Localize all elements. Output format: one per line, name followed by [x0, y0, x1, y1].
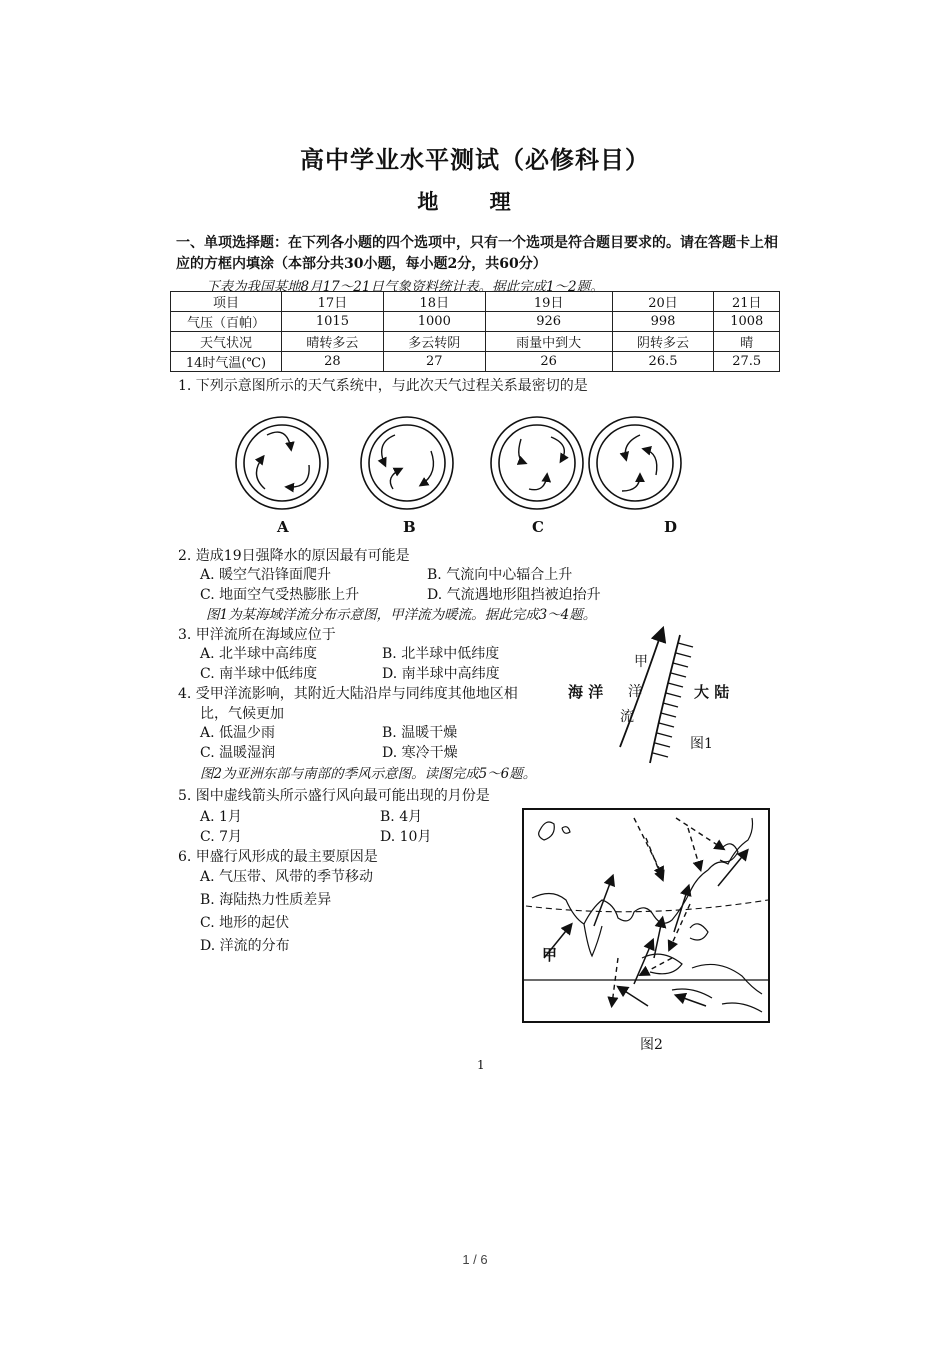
- q4-option-d: D. 寒冷干燥: [382, 745, 458, 761]
- table-cell: 多云转阴: [383, 332, 485, 352]
- table-cell: 1008: [714, 312, 780, 332]
- fig1-ocean-label: 海 洋: [568, 683, 604, 701]
- q5-option-a: A. 1月: [200, 809, 242, 825]
- table-cell: 20日: [612, 292, 714, 312]
- question-4-stem: 4. 受甲洋流影响，其附近大陆沿岸与同纬度其他地区相: [178, 686, 518, 702]
- fig1-intro: 图1为某海域洋流分布示意图，甲洋流为暖流。据此完成3～4题。: [206, 607, 597, 623]
- table-cell: 18日: [383, 292, 485, 312]
- question-1-stem: 1. 下列示意图所示的天气系统中，与此次天气过程关系最密切的是: [178, 378, 588, 394]
- subject-heading: 地 理: [417, 189, 533, 214]
- q2-option-d: D. 气流遇地形阻挡被迫抬升: [427, 587, 601, 603]
- table-cell: 21日: [714, 292, 780, 312]
- table-cell: 998: [612, 312, 714, 332]
- q4-option-c: C. 温暖湿润: [200, 745, 276, 761]
- q6-option-c: C. 地形的起伏: [200, 915, 290, 931]
- q3-option-b: B. 北半球中低纬度: [382, 646, 500, 662]
- inner-page-number: 1: [477, 1058, 485, 1072]
- table-intro: 下表为我国某地8月17～21日气象资料统计表。据此完成1～2题。: [206, 279, 604, 295]
- table-cell: 27.5: [714, 352, 780, 372]
- fig2-intro: 图2为亚洲东部与南部的季风示意图。读图完成5～6题。: [200, 766, 537, 782]
- fig2-monsoon-map: [522, 808, 770, 1023]
- table-cell: 926: [485, 312, 612, 332]
- fig1-caption: 图1: [690, 736, 713, 752]
- diagram-label-d: D: [664, 518, 678, 536]
- table-cell: 雨量中到大: [485, 332, 612, 352]
- table-cell: 阴转多云: [612, 332, 714, 352]
- page-number: 1 / 6: [462, 1252, 488, 1267]
- weather-system-b: [361, 417, 453, 509]
- table-cell: 晴转多云: [282, 332, 384, 352]
- fig1-current-char-1: 甲: [634, 654, 648, 670]
- diagram-label-a: A: [277, 518, 289, 536]
- table-cell: 项目: [171, 292, 282, 312]
- table-row: [171, 312, 780, 332]
- q5-option-b: B. 4月: [380, 809, 423, 825]
- fig2-caption: 图2: [640, 1037, 663, 1053]
- exam-title: 高中学业水平测试（必修科目）: [300, 145, 650, 174]
- weather-system-c: [491, 417, 583, 509]
- table-cell: 27: [383, 352, 485, 372]
- table-cell: 17日: [282, 292, 384, 312]
- section-heading: 一、单项选择题：在下列各小题的四个选项中，只有一个选项是符合题目要求的。请在答题卡上相应的方框内填涂（本部分共30小题，每小题2分，共60分）: [176, 235, 778, 272]
- fig1-current-char-3: 流: [620, 709, 634, 725]
- question-5-stem: 5. 图中虚线箭头所示盛行风向最可能出现的月份是: [178, 788, 490, 804]
- table-cell: 晴: [714, 332, 780, 352]
- question-6-stem: 6. 甲盛行风形成的最主要原因是: [178, 849, 378, 865]
- q3-option-a: A. 北半球中高纬度: [200, 646, 318, 662]
- fig1-land-label: 大 陆: [694, 683, 730, 701]
- table-cell: 26: [485, 352, 612, 372]
- table-cell: 气压（百帕）: [171, 312, 282, 332]
- q5-option-d: D. 10月: [380, 829, 432, 845]
- table-cell: 28: [282, 352, 384, 372]
- q3-option-d: D. 南半球中高纬度: [382, 666, 500, 682]
- table-header-row: [171, 292, 780, 312]
- weather-system-a: [236, 417, 328, 509]
- fig2-label-jia: 甲: [542, 946, 558, 964]
- table-cell: 14时气温(℃): [171, 352, 282, 372]
- q5-option-c: C. 7月: [200, 829, 243, 845]
- q6-option-b: B. 海陆热力性质差异: [200, 892, 332, 908]
- q6-option-d: D. 洋流的分布: [200, 938, 290, 954]
- question-4-stem-cont: 比，气候更加: [200, 706, 284, 722]
- table-row: [171, 332, 780, 352]
- table-cell: 19日: [485, 292, 612, 312]
- table-cell: 天气状况: [171, 332, 282, 352]
- weather-system-d-diagram: [582, 405, 692, 520]
- table-row: [171, 352, 780, 372]
- fig1-current-char-2: 洋: [628, 684, 642, 700]
- question-2-stem: 2. 造成19日强降水的原因最有可能是: [178, 548, 410, 564]
- q2-option-a: A. 暖空气沿锋面爬升: [200, 567, 332, 583]
- question-3-stem: 3. 甲洋流所在海域应位于: [178, 627, 336, 643]
- table-cell: 1000: [383, 312, 485, 332]
- weather-table: [170, 291, 780, 372]
- q2-option-b: B. 气流向中心辐合上升: [427, 567, 573, 583]
- q6-option-a: A. 气压带、风带的季节移动: [200, 869, 374, 885]
- diagram-label-c: C: [532, 518, 544, 536]
- q2-option-c: C. 地面空气受热膨胀上升: [200, 587, 360, 603]
- table-cell: 1015: [282, 312, 384, 332]
- q4-option-b: B. 温暖干燥: [382, 725, 458, 741]
- q4-option-a: A. 低温少雨: [200, 725, 276, 741]
- table-cell: 26.5: [612, 352, 714, 372]
- q3-option-c: C. 南半球中低纬度: [200, 666, 318, 682]
- diagram-label-b: B: [403, 518, 416, 536]
